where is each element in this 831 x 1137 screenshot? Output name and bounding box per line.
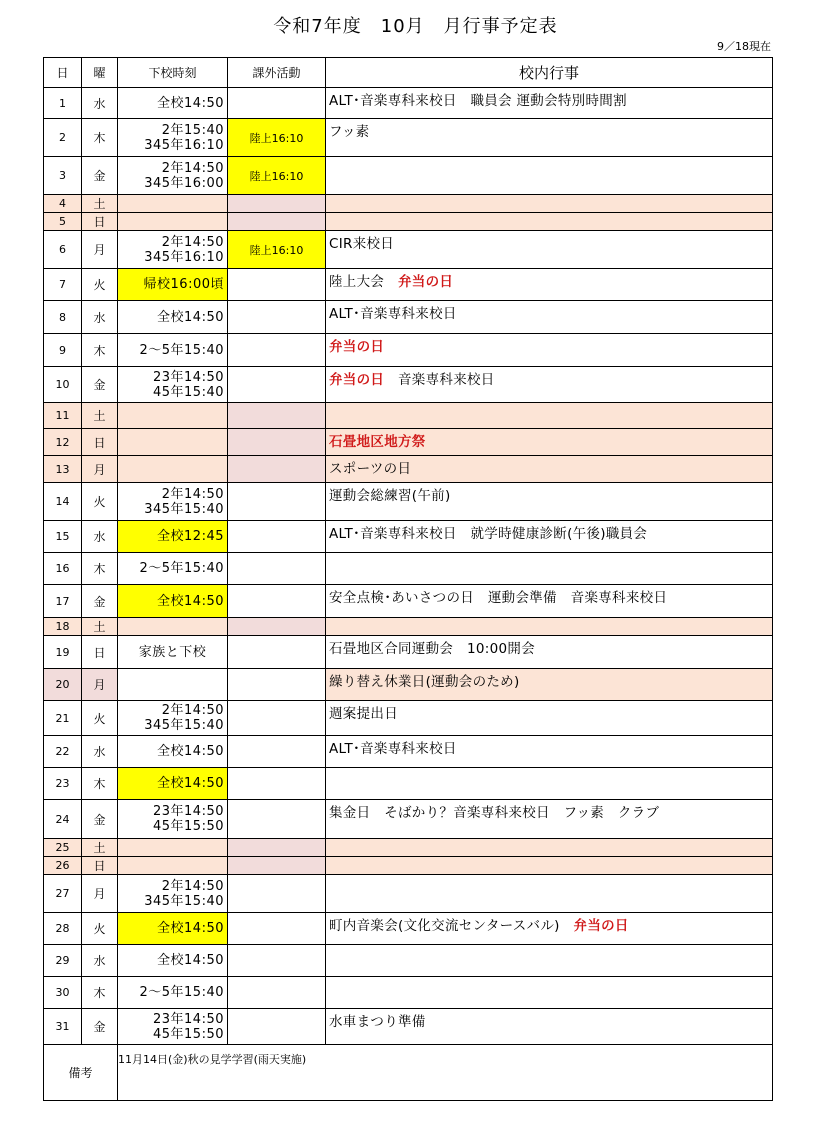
schedule-row bbox=[44, 618, 773, 636]
page-title: 令和7年度 10月 月行事予定表 bbox=[273, 16, 558, 37]
club-activity-cell bbox=[228, 636, 326, 669]
club-activity-cell bbox=[228, 521, 326, 553]
dismissal-time: 45年15:50 bbox=[152, 819, 224, 834]
dismissal-cell bbox=[118, 636, 228, 669]
day-cell: 28 bbox=[44, 913, 82, 945]
weekday-cell: 月 bbox=[82, 669, 118, 701]
notes-row bbox=[44, 1045, 773, 1101]
dismissal-cell bbox=[118, 88, 228, 119]
schedule-row bbox=[44, 701, 773, 736]
club-activity-cell bbox=[228, 701, 326, 736]
dismissal-time: 345年15:40 bbox=[144, 893, 224, 909]
club-activity-cell bbox=[228, 483, 326, 521]
dismissal-time: 2～5年15:40 bbox=[139, 342, 224, 358]
day-cell: 8 bbox=[44, 301, 82, 334]
schedule-row bbox=[44, 521, 773, 553]
weekday-cell: 日 bbox=[82, 213, 118, 231]
schedule-row bbox=[44, 977, 773, 1009]
header-dismissal: 下校時刻 bbox=[118, 58, 228, 88]
event-cell bbox=[326, 701, 773, 736]
event-text: 週案提出日 bbox=[329, 706, 398, 722]
dismissal-time: 345年16:10 bbox=[144, 249, 224, 265]
event-text: 繰り替え休業日(運動会のため) bbox=[329, 674, 520, 690]
weekday-cell: 水 bbox=[82, 521, 118, 553]
dismissal-time: 全校12:45 bbox=[157, 529, 224, 544]
club-activity-cell bbox=[228, 736, 326, 768]
schedule-row bbox=[44, 119, 773, 157]
club-activity-cell bbox=[228, 977, 326, 1009]
schedule-row bbox=[44, 636, 773, 669]
dismissal-time: 345年15:40 bbox=[144, 501, 224, 517]
day-cell: 19 bbox=[44, 636, 82, 669]
day-cell: 29 bbox=[44, 945, 82, 977]
day-cell: 6 bbox=[44, 231, 82, 269]
dismissal-time: 45年15:50 bbox=[152, 1026, 224, 1042]
notes-label: 備考 bbox=[44, 1045, 118, 1101]
schedule-row bbox=[44, 585, 773, 618]
event-cell bbox=[326, 945, 773, 977]
weekday-cell: 金 bbox=[82, 1009, 118, 1045]
dismissal-time: 345年15:40 bbox=[144, 718, 224, 733]
dismissal-time: 全校14:50 bbox=[157, 309, 224, 325]
weekday-cell: 火 bbox=[82, 483, 118, 521]
weekday-cell: 水 bbox=[82, 945, 118, 977]
dismissal-cell bbox=[118, 768, 228, 800]
event-cell bbox=[326, 231, 773, 269]
club-activity-cell bbox=[228, 301, 326, 334]
event-text: 町内音楽会(文化交流センタースバル) bbox=[329, 918, 574, 934]
event-cell bbox=[326, 636, 773, 669]
club-activity-cell bbox=[228, 913, 326, 945]
day-cell: 17 bbox=[44, 585, 82, 618]
weekday-cell: 木 bbox=[82, 334, 118, 367]
weekday-cell: 日 bbox=[82, 857, 118, 875]
schedule-row bbox=[44, 213, 773, 231]
day-cell: 22 bbox=[44, 736, 82, 768]
club-activity-cell bbox=[228, 1009, 326, 1045]
schedule-row bbox=[44, 367, 773, 403]
club-activity-cell bbox=[228, 585, 326, 618]
event-cell bbox=[326, 839, 773, 857]
event-cell bbox=[326, 334, 773, 367]
day-cell: 5 bbox=[44, 213, 82, 231]
weekday-cell: 土 bbox=[82, 195, 118, 213]
event-text: ALT･音楽専科来校日 bbox=[329, 741, 457, 757]
event-cell bbox=[326, 403, 773, 429]
as-of-date: 9／18現在 bbox=[717, 40, 771, 53]
schedule-row bbox=[44, 669, 773, 701]
event-cell bbox=[326, 585, 773, 618]
day-cell: 9 bbox=[44, 334, 82, 367]
day-cell: 14 bbox=[44, 483, 82, 521]
schedule-row bbox=[44, 269, 773, 301]
club-activity-cell bbox=[228, 800, 326, 839]
club-activity-cell bbox=[228, 367, 326, 403]
weekday-cell: 月 bbox=[82, 231, 118, 269]
dismissal-cell bbox=[118, 367, 228, 403]
dismissal-time: 全校14:50 bbox=[157, 921, 224, 936]
weekday-cell: 日 bbox=[82, 636, 118, 669]
event-text: 集金日 そばかり？音楽専科来校日 フッ素 クラブ bbox=[329, 805, 660, 821]
event-cell bbox=[326, 269, 773, 301]
schedule-row bbox=[44, 231, 773, 269]
dismissal-time: 2～5年15:40 bbox=[139, 561, 224, 576]
schedule-row bbox=[44, 88, 773, 119]
day-cell: 21 bbox=[44, 701, 82, 736]
schedule-row bbox=[44, 429, 773, 456]
notes-text: 11月14日(金)秋の見学学習(雨天実施) bbox=[118, 1045, 773, 1101]
dismissal-time: 家族と下校 bbox=[138, 644, 207, 660]
schedule-row bbox=[44, 736, 773, 768]
event-cell bbox=[326, 553, 773, 585]
day-cell: 10 bbox=[44, 367, 82, 403]
club-activity-cell bbox=[228, 945, 326, 977]
event-cell bbox=[326, 1009, 773, 1045]
event-cell bbox=[326, 521, 773, 553]
event-cell bbox=[326, 301, 773, 334]
club-activity-cell bbox=[228, 269, 326, 301]
club-activity-cell: 陸上16:10 bbox=[228, 157, 326, 195]
dismissal-cell bbox=[118, 977, 228, 1009]
schedule-row bbox=[44, 403, 773, 429]
event-text: 音楽専科来校日 bbox=[384, 372, 495, 388]
club-activity-cell bbox=[228, 839, 326, 857]
event-cell bbox=[326, 857, 773, 875]
club-activity-cell bbox=[228, 456, 326, 483]
schedule-row bbox=[44, 800, 773, 839]
dismissal-time: 全校14:50 bbox=[157, 593, 224, 609]
event-highlight-text: 弁当の日 bbox=[329, 372, 385, 388]
event-cell bbox=[326, 213, 773, 231]
event-text: 運動会総練習(午前) bbox=[329, 488, 451, 504]
dismissal-time: 2年14:50 bbox=[161, 234, 224, 250]
dismissal-time: 23年14:50 bbox=[152, 369, 224, 385]
day-cell: 12 bbox=[44, 429, 82, 456]
schedule-row bbox=[44, 857, 773, 875]
event-highlight-text: 弁当の日 bbox=[573, 918, 629, 934]
weekday-cell: 月 bbox=[82, 456, 118, 483]
club-activity-cell bbox=[228, 768, 326, 800]
weekday-cell: 金 bbox=[82, 157, 118, 195]
schedule-table bbox=[43, 57, 773, 1101]
schedule-row bbox=[44, 157, 773, 195]
header-events: 校内行事 bbox=[326, 58, 773, 88]
day-cell: 23 bbox=[44, 768, 82, 800]
day-cell: 11 bbox=[44, 403, 82, 429]
club-activity-cell bbox=[228, 553, 326, 585]
schedule-row bbox=[44, 334, 773, 367]
weekday-cell: 水 bbox=[82, 736, 118, 768]
club-activity-cell bbox=[228, 195, 326, 213]
dismissal-time: 45年15:40 bbox=[152, 384, 224, 400]
event-cell bbox=[326, 875, 773, 913]
event-text: 安全点検･あいさつの日 運動会準備 音楽専科来校日 bbox=[329, 590, 668, 606]
dismissal-time: 全校14:50 bbox=[157, 744, 224, 759]
event-cell bbox=[326, 157, 773, 195]
dismissal-cell bbox=[118, 403, 228, 429]
club-activity-cell: 陸上16:10 bbox=[228, 119, 326, 157]
weekday-cell: 水 bbox=[82, 88, 118, 119]
schedule-row bbox=[44, 553, 773, 585]
dismissal-cell bbox=[118, 1009, 228, 1045]
weekday-cell: 土 bbox=[82, 403, 118, 429]
dismissal-cell bbox=[118, 157, 228, 195]
dismissal-time: 2年14:50 bbox=[161, 160, 224, 176]
header-row bbox=[44, 58, 773, 88]
dismissal-cell bbox=[118, 875, 228, 913]
dismissal-time: 2～5年15:40 bbox=[139, 985, 224, 1000]
header-weekday: 曜 bbox=[82, 58, 118, 88]
dismissal-time: 2年14:50 bbox=[161, 878, 224, 894]
weekday-cell: 木 bbox=[82, 977, 118, 1009]
event-highlight-text: 石畳地区地方祭 bbox=[329, 434, 426, 450]
event-cell bbox=[326, 119, 773, 157]
event-text: 水車まつり準備 bbox=[329, 1014, 426, 1030]
dismissal-cell bbox=[118, 800, 228, 839]
event-cell bbox=[326, 800, 773, 839]
day-cell: 13 bbox=[44, 456, 82, 483]
event-cell bbox=[326, 367, 773, 403]
weekday-cell: 月 bbox=[82, 875, 118, 913]
dismissal-time: 2年14:50 bbox=[161, 703, 224, 718]
dismissal-cell bbox=[118, 301, 228, 334]
schedule-row bbox=[44, 456, 773, 483]
event-cell bbox=[326, 429, 773, 456]
dismissal-cell bbox=[118, 119, 228, 157]
club-activity-cell bbox=[228, 88, 326, 119]
event-cell bbox=[326, 736, 773, 768]
day-cell: 4 bbox=[44, 195, 82, 213]
event-text: ALT･音楽専科来校日 bbox=[329, 306, 457, 322]
weekday-cell: 木 bbox=[82, 119, 118, 157]
dismissal-time: 全校14:50 bbox=[157, 776, 224, 791]
event-text: 石畳地区合同運動会 10:00開会 bbox=[329, 641, 536, 657]
dismissal-time: 23年14:50 bbox=[152, 1011, 224, 1027]
day-cell: 3 bbox=[44, 157, 82, 195]
event-cell bbox=[326, 483, 773, 521]
event-cell bbox=[326, 88, 773, 119]
dismissal-cell bbox=[118, 618, 228, 636]
day-cell: 26 bbox=[44, 857, 82, 875]
dismissal-time: 全校14:50 bbox=[157, 953, 224, 968]
event-cell bbox=[326, 669, 773, 701]
dismissal-cell bbox=[118, 669, 228, 701]
dismissal-time: 23年14:50 bbox=[152, 804, 224, 819]
dismissal-cell bbox=[118, 913, 228, 945]
event-text: ALT･音楽専科来校日 職員会 運動会特別時間割 bbox=[329, 93, 627, 109]
weekday-cell: 木 bbox=[82, 768, 118, 800]
day-cell: 7 bbox=[44, 269, 82, 301]
event-highlight-text: 弁当の日 bbox=[329, 339, 385, 355]
event-text: スポーツの日 bbox=[329, 461, 412, 477]
event-text: CIR来校日 bbox=[329, 236, 395, 252]
dismissal-cell bbox=[118, 839, 228, 857]
schedule-row bbox=[44, 483, 773, 521]
dismissal-time: 2年14:50 bbox=[161, 486, 224, 502]
dismissal-cell bbox=[118, 553, 228, 585]
weekday-cell: 金 bbox=[82, 367, 118, 403]
dismissal-cell bbox=[118, 269, 228, 301]
header-club: 課外活動 bbox=[228, 58, 326, 88]
dismissal-cell bbox=[118, 429, 228, 456]
weekday-cell: 火 bbox=[82, 269, 118, 301]
event-cell bbox=[326, 456, 773, 483]
dismissal-time: 345年16:00 bbox=[144, 175, 224, 191]
club-activity-cell bbox=[228, 669, 326, 701]
weekday-cell: 水 bbox=[82, 301, 118, 334]
club-activity-cell bbox=[228, 429, 326, 456]
dismissal-time: 全校14:50 bbox=[157, 95, 224, 111]
weekday-cell: 木 bbox=[82, 553, 118, 585]
dismissal-cell bbox=[118, 857, 228, 875]
event-cell bbox=[326, 977, 773, 1009]
club-activity-cell bbox=[228, 213, 326, 231]
day-cell: 27 bbox=[44, 875, 82, 913]
event-text: フッ素 bbox=[329, 124, 370, 140]
dismissal-time: 帰校16:00頃 bbox=[143, 277, 224, 292]
event-cell bbox=[326, 768, 773, 800]
header-day: 日 bbox=[44, 58, 82, 88]
dismissal-cell bbox=[118, 213, 228, 231]
dismissal-cell bbox=[118, 456, 228, 483]
weekday-cell: 土 bbox=[82, 839, 118, 857]
dismissal-cell bbox=[118, 231, 228, 269]
dismissal-cell bbox=[118, 195, 228, 213]
dismissal-cell bbox=[118, 334, 228, 367]
event-cell bbox=[326, 618, 773, 636]
dismissal-cell bbox=[118, 521, 228, 553]
weekday-cell: 火 bbox=[82, 913, 118, 945]
day-cell: 15 bbox=[44, 521, 82, 553]
day-cell: 20 bbox=[44, 669, 82, 701]
weekday-cell: 日 bbox=[82, 429, 118, 456]
schedule-row bbox=[44, 1009, 773, 1045]
weekday-cell: 金 bbox=[82, 585, 118, 618]
event-text: ALT･音楽専科来校日 就学時健康診断(午後)職員会 bbox=[329, 526, 648, 542]
club-activity-cell bbox=[228, 334, 326, 367]
club-activity-cell: 陸上16:10 bbox=[228, 231, 326, 269]
weekday-cell: 金 bbox=[82, 800, 118, 839]
day-cell: 24 bbox=[44, 800, 82, 839]
event-text: 陸上大会 bbox=[329, 274, 398, 290]
day-cell: 16 bbox=[44, 553, 82, 585]
dismissal-cell bbox=[118, 701, 228, 736]
club-activity-cell bbox=[228, 403, 326, 429]
club-activity-cell bbox=[228, 618, 326, 636]
day-cell: 31 bbox=[44, 1009, 82, 1045]
weekday-cell: 土 bbox=[82, 618, 118, 636]
schedule-row bbox=[44, 913, 773, 945]
day-cell: 30 bbox=[44, 977, 82, 1009]
schedule-row bbox=[44, 945, 773, 977]
event-highlight-text: 弁当の日 bbox=[398, 274, 454, 290]
event-cell bbox=[326, 913, 773, 945]
weekday-cell: 火 bbox=[82, 701, 118, 736]
schedule-row bbox=[44, 839, 773, 857]
day-cell: 18 bbox=[44, 618, 82, 636]
dismissal-time: 345年16:10 bbox=[144, 137, 224, 153]
schedule-row bbox=[44, 301, 773, 334]
dismissal-cell bbox=[118, 945, 228, 977]
schedule-row bbox=[44, 195, 773, 213]
event-cell bbox=[326, 195, 773, 213]
dismissal-cell bbox=[118, 483, 228, 521]
schedule-row bbox=[44, 768, 773, 800]
dismissal-cell bbox=[118, 736, 228, 768]
dismissal-cell bbox=[118, 585, 228, 618]
club-activity-cell bbox=[228, 875, 326, 913]
day-cell: 2 bbox=[44, 119, 82, 157]
day-cell: 25 bbox=[44, 839, 82, 857]
dismissal-time: 2年15:40 bbox=[161, 122, 224, 138]
club-activity-cell bbox=[228, 857, 326, 875]
schedule-row bbox=[44, 875, 773, 913]
day-cell: 1 bbox=[44, 88, 82, 119]
